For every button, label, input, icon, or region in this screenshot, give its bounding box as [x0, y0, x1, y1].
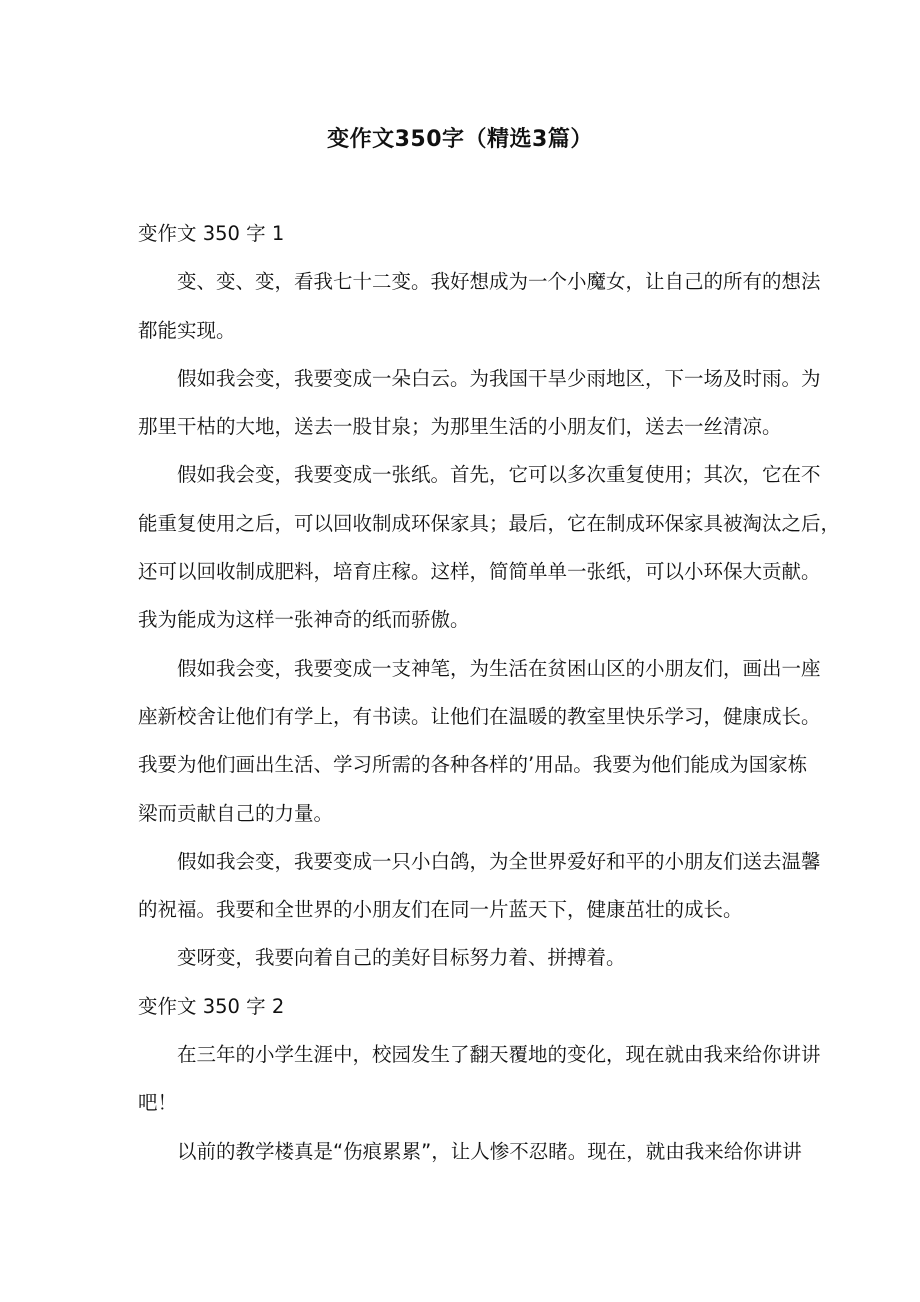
- paragraph: [138, 266, 821, 363]
- document-body: [138, 218, 841, 1184]
- paragraph: [138, 942, 790, 990]
- paragraph-line: 都能实现。: [138, 318, 236, 342]
- paragraph: [138, 363, 821, 460]
- paragraph: [138, 1136, 802, 1184]
- paragraph-line: 梁而贡献自己的力量。: [138, 801, 334, 825]
- paragraph-line: 假如我会变，我要变成一朵白云。为我国干旱少雨地区，下一场及时雨。为: [177, 366, 821, 390]
- paragraph-line: 变、变、变，看我七十二变。我好想成为一个小魔女，让自己的所有的想法: [177, 270, 821, 294]
- paragraph-line: 能重复使用之后，可以回收制成环保家具；最后，它在制成环保家具被淘汰之后，: [138, 511, 841, 535]
- paragraph-line: 假如我会变，我要变成一支神笔，为生活在贫困山区的小朋友们，画出一座: [177, 656, 821, 680]
- section-heading: 变作文 350 字 1: [138, 222, 285, 245]
- paragraph-line: 那里干枯的大地，送去一股甘泉；为那里生活的小朋友们，送去一丝清凉。: [138, 415, 782, 439]
- paragraph-line: 假如我会变，我要变成一张纸。首先，它可以多次重复使用；其次，它在不: [177, 463, 821, 487]
- paragraph-line: 座新校舍让他们有学上，有书读。让他们在温暖的教室里快乐学习，健康成长。: [138, 704, 821, 728]
- paragraph: [138, 1039, 821, 1136]
- paragraph: [138, 653, 821, 846]
- paragraph-line: 我要为他们画出生活、学习所需的各种各样的’用品。我要为他们能成为国家栋: [138, 753, 808, 777]
- paragraph-line: 还可以回收制成肥料，培育庄稼。这样，简简单单一张纸，可以小环保大贡献。: [138, 560, 821, 584]
- paragraph-line: 以前的教学楼真是“伤痕累累”，让人惨不忍睹。现在，就由我来给你讲讲: [177, 1139, 802, 1163]
- document-title: 变作文350字（精选3篇）: [327, 127, 593, 152]
- section-heading: 变作文 350 字 2: [138, 994, 285, 1018]
- paragraph: [138, 846, 821, 943]
- paragraph-line: 假如我会变，我要变成一只小白鸽，为全世界爱好和平的小朋友们送去温馨: [177, 849, 821, 873]
- paragraph-line: 我为能成为这样一张神奇的纸而骄傲。: [138, 608, 470, 632]
- paragraph: [138, 459, 841, 652]
- paragraph-line: 的祝福。我要和全世界的小朋友们在同一片蓝天下，健康茁壮的成长。: [138, 898, 743, 922]
- paragraph-line: 变呀变，我要向着自己的美好目标努力着、拼搏着。: [177, 946, 626, 970]
- paragraph-line: 在三年的小学生涯中，校园发生了翻天覆地的变化，现在就由我来给你讲讲: [177, 1043, 821, 1067]
- paragraph-line: 吧！: [138, 1091, 178, 1115]
